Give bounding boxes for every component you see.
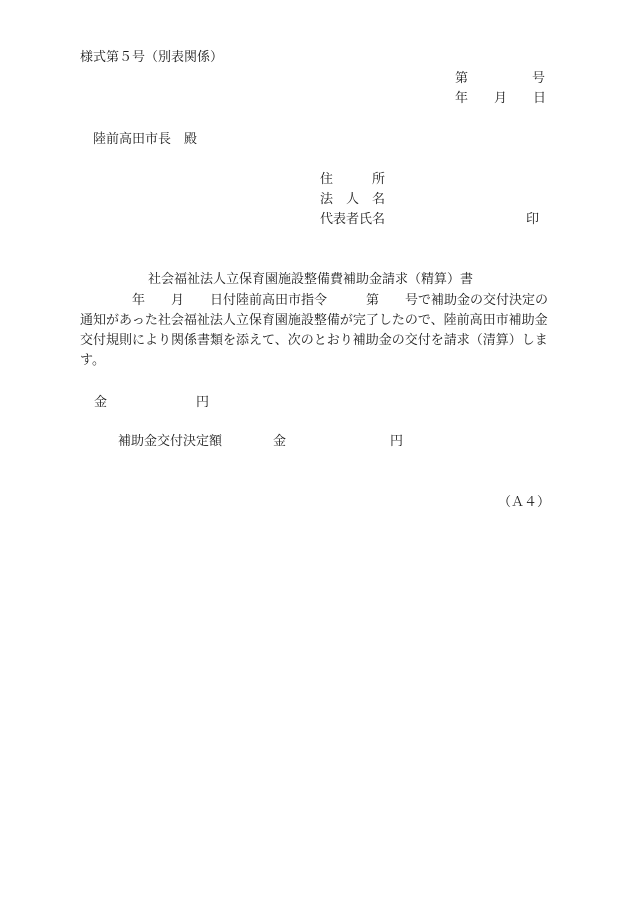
body-line: す。 (80, 353, 105, 368)
reference-number-prefix: 第 (455, 71, 469, 86)
addressee: 陸前高田市長 殿 (93, 132, 198, 147)
body-line: 通知があった社会福祉法人立保育園施設整備が完了したので、陸前高田市補助金 (80, 313, 548, 328)
date-month-label: 月 (494, 91, 508, 106)
decided-amount-label: 補助金交付決定額 (118, 434, 223, 449)
representative-name-label: 代表者氏名 (320, 212, 386, 227)
seal-mark: 印 (526, 212, 540, 227)
decided-amount-prefix: 金 (273, 434, 287, 449)
address-label: 住 所 (320, 172, 386, 187)
body-line: 年 月 日付陸前高田市指令 第 号で補助金の交付決定の (80, 293, 549, 308)
document-title: 社会福祉法人立保育園施設整備費補助金請求（精算）書 (148, 272, 474, 287)
amount-label: 金 (94, 395, 108, 410)
form-number: 様式第５号（別表関係） (80, 50, 224, 65)
amount-unit: 円 (196, 395, 210, 410)
paper-size-note: （Ａ４） (498, 495, 551, 510)
date-year-label: 年 (455, 91, 469, 106)
request-body (80, 291, 555, 371)
corporation-name-label: 法 人 名 (320, 192, 386, 207)
date-day-label: 日 (533, 91, 547, 106)
decided-amount-unit: 円 (390, 434, 404, 449)
reference-number-suffix: 号 (532, 71, 546, 86)
body-line: 交付規則により関係書類を添えて、次のとおり補助金の交付を請求（清算）しま (80, 333, 548, 348)
